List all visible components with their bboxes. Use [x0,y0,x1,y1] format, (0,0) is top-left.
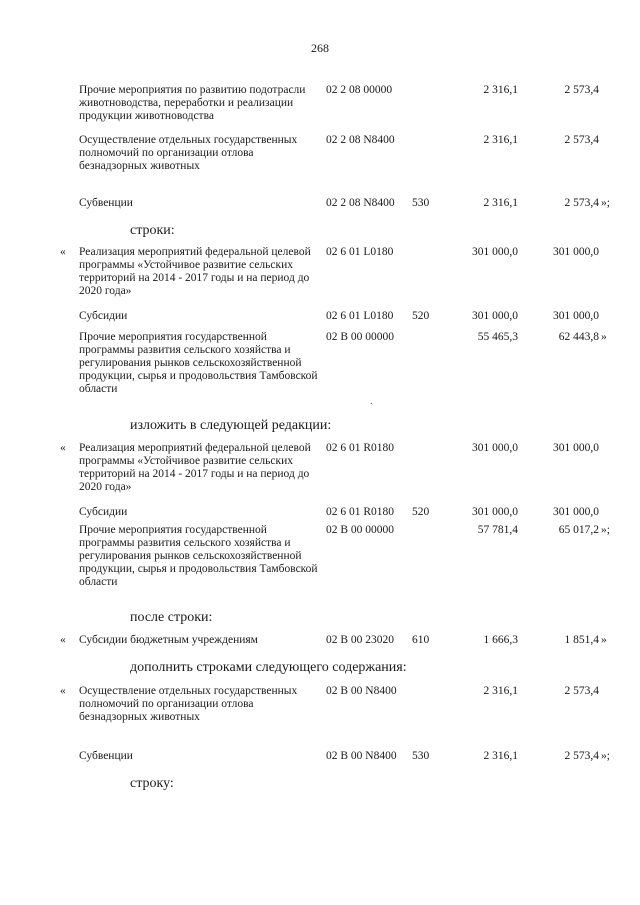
page-number: 268 [311,41,329,55]
close-quote: » [601,634,607,646]
row-value-2018: 301 000,0 [472,442,518,454]
row-value-2018: 301 000,0 [472,246,518,258]
open-quote: « [60,246,66,258]
row-name: Реализация мероприятий федеральной целевой программы «Устойчивое развитие сельских территорий на 2014 - 2017 годы и на период до 2020 года» [79,442,311,493]
row-value-2019: 2 573,4 [564,685,599,697]
row-code: 02 В 00 N8400 [326,750,397,762]
row-value-2018: 2 316,1 [483,134,518,146]
row-value-2018: 1 666,3 [483,634,518,646]
row-code: 02 6 01 R0180 [326,442,395,454]
row-code: 02 6 01 R0180 [326,506,395,518]
row-value-2019: 2 573,4 [564,134,599,146]
row-value-2018: 57 781,4 [477,524,518,536]
row-name: Прочие мероприятия государственной программы развития сельского хозяйства и регулирования рынков сельскохозяйственной продукции, сырья и продовольствия Тамбовской области [79,331,318,395]
row-value-2019: 301 000,0 [553,246,599,258]
row-code: 02 6 01 L0180 [326,246,394,258]
scan-dot: . [370,396,373,407]
open-quote: « [60,442,66,454]
row-code: 02 2 08 N8400 [326,134,395,146]
row-name: Субвенции [79,197,133,209]
open-quote: « [60,685,66,697]
row-value-2018: 2 316,1 [483,685,518,697]
row-name: Реализация мероприятий федеральной целевой программы «Устойчивое развитие сельских территорий на 2014 - 2017 годы и на период до 2020 года» [79,246,311,297]
row-value-2019: 301 000,0 [553,506,599,518]
row-vr: 530 [412,197,430,209]
section-heading: строку: [130,776,174,791]
row-value-2019: 1 851,4 [564,634,599,646]
row-value-2018: 301 000,0 [472,310,518,322]
row-vr: 610 [412,634,430,646]
row-name: Субсидии бюджетным учреждениям [79,634,258,646]
row-vr: 520 [412,506,430,518]
open-quote: « [60,634,66,646]
section-heading: после строки: [130,610,213,625]
row-code: 02 В 00 00000 [326,331,395,343]
row-name: Прочие мероприятия государственной программы развития сельского хозяйства и регулирования рынков сельскохозяйственной продукции, сырья и продовольствия Тамбовской области [79,524,318,588]
row-name: Осуществление отдельных государственных полномочий по организации отлова безнадзорных животных [79,685,298,723]
section-heading: дополнить строками следующего содержания: [130,660,407,675]
row-name: Прочие мероприятия по развитию подотрасли животноводства, переработки и реализации продукции животноводства [79,84,306,122]
row-value-2019: 301 000,0 [553,310,599,322]
row-value-2019: 65 017,2 [558,524,599,536]
row-code: 02 2 08 N8400 [326,197,395,209]
row-value-2018: 2 316,1 [483,84,518,96]
row-name: Субсидии [79,506,128,518]
row-name: Субсидии [79,310,128,322]
row-value-2019: 62 443,8 [558,331,599,343]
row-name: Осуществление отдельных государственных полномочий по организации отлова безнадзорных животных [79,134,298,172]
row-value-2018: 301 000,0 [472,506,518,518]
close-quote: » [601,331,607,343]
row-value-2018: 2 316,1 [483,750,518,762]
row-vr: 530 [412,750,430,762]
row-value-2019: 2 573,4 [564,84,599,96]
row-code: 02 В 00 00000 [326,524,395,536]
row-value-2018: 55 465,3 [477,331,518,343]
row-value-2019: 2 573,4 [564,750,599,762]
row-code: 02 6 01 L0180 [326,310,394,322]
row-code: 02 2 08 00000 [326,84,393,96]
row-value-2019: 301 000,0 [553,442,599,454]
section-heading: изложить в следующей редакции: [130,418,332,433]
close-quote: »; [601,197,610,209]
row-vr: 520 [412,310,430,322]
row-code: 02 В 00 N8400 [326,685,397,697]
close-quote: »; [601,750,610,762]
row-name: Субвенции [79,750,133,762]
row-value-2019: 2 573,4 [564,197,599,209]
close-quote: »; [601,524,610,536]
row-code: 02 В 00 23020 [326,634,395,646]
section-heading: строки: [130,223,175,238]
row-value-2018: 2 316,1 [483,197,518,209]
